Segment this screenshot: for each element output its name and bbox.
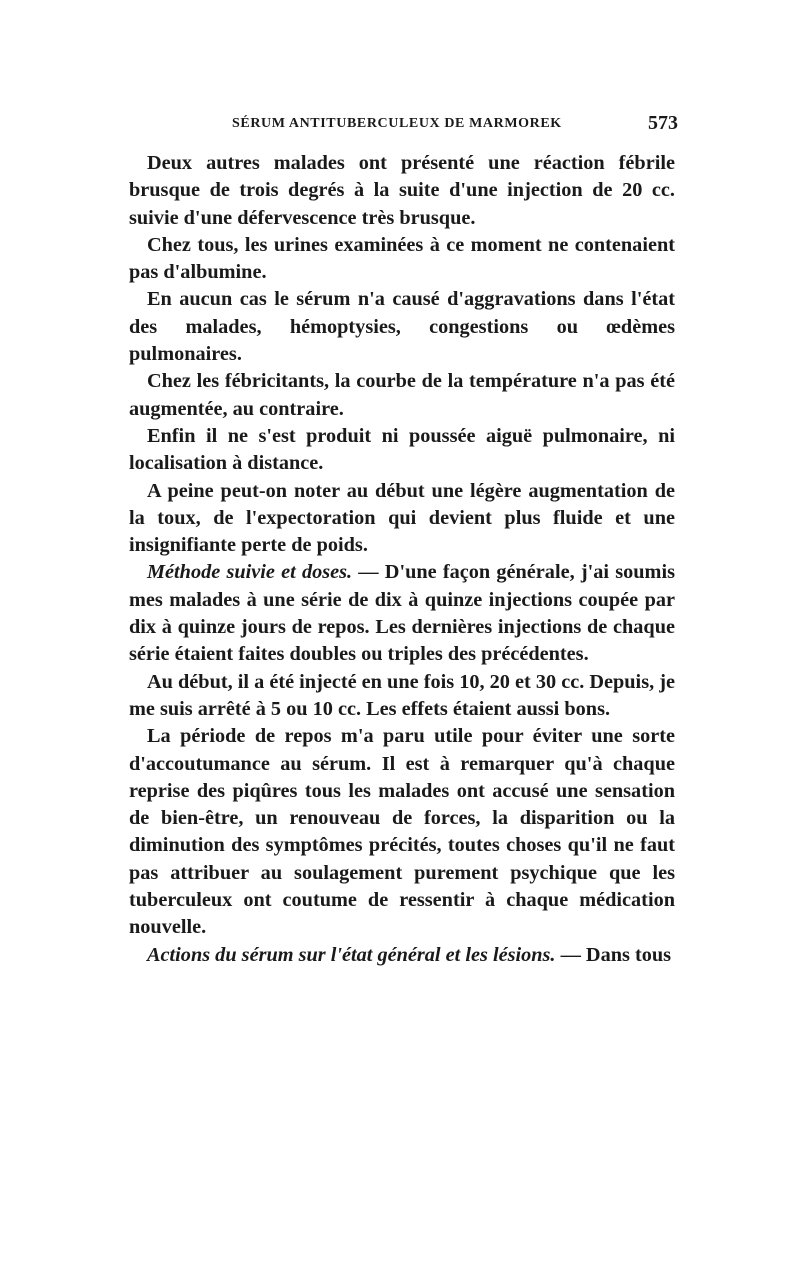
paragraph: En aucun cas le sérum n'a causé d'aggravations dans l'état des malades, hémoptysies, congestions ou œdèmes pulmonaires. (129, 288, 675, 366)
paragraph: Au début, il a été injecté en une fois 10, 20 et 30 cc. Depuis, je me suis arrêté à 5 ou 10 cc. Les effets étaient aussi bons. (129, 670, 675, 720)
section-heading: Méthode suivie et doses. (147, 561, 353, 584)
paragraph: La période de repos m'a paru utile pour éviter une sorte d'accoutumance au sérum. Il est à remarquer qu'à chaque reprise des piqûres tous les malades ont accusé une sensation de bien-être, un renouveau de forces, la disparition ou la diminution des symptômes précités, toutes choses qu'il ne faut pas attribuer au soulagement purement psychique que les tuberculeux ont coutume de ressentir à chaque médication nouvelle. (129, 725, 675, 939)
paragraph: Deux autres malades ont présenté une réaction fébrile brusque de trois degrés à la suite d'une injection de 20 cc. suivie d'une défervescence très brusque. (129, 152, 675, 229)
paragraph: Chez tous, les urines examinées à ce moment ne contenaient pas d'albumine. (129, 233, 675, 284)
paragraph: Chez les fébricitants, la courbe de la température n'a pas été augmentée, au contraire. (129, 370, 675, 420)
paragraph: Méthode suivie et doses. — D'une façon générale, j'ai soumis mes malades à une série de dix à quinze injections coupée par dix à quinze jours de repos. Les dernières injections de chaque série étaient faites doubles ou triples des précédentes. (129, 561, 675, 666)
paragraph: Actions du sérum sur l'état général et les lésions. — Dans tous (147, 943, 672, 966)
section-heading: Actions du sérum sur l'état général et les lésions. (147, 943, 556, 966)
body-text (129, 150, 675, 969)
running-title: SÉRUM ANTITUBERCULEUX DE MARMOREK (232, 116, 562, 131)
page-number: 573 (648, 112, 678, 134)
paragraph: Enfin il ne s'est produit ni poussée aiguë pulmonaire, ni localisation à distance. (129, 424, 675, 475)
paragraph: A peine peut-on noter au début une légère augmentation de la toux, de l'expectoration qui devient plus fluide et une insignifiante perte de poids. (129, 479, 675, 557)
